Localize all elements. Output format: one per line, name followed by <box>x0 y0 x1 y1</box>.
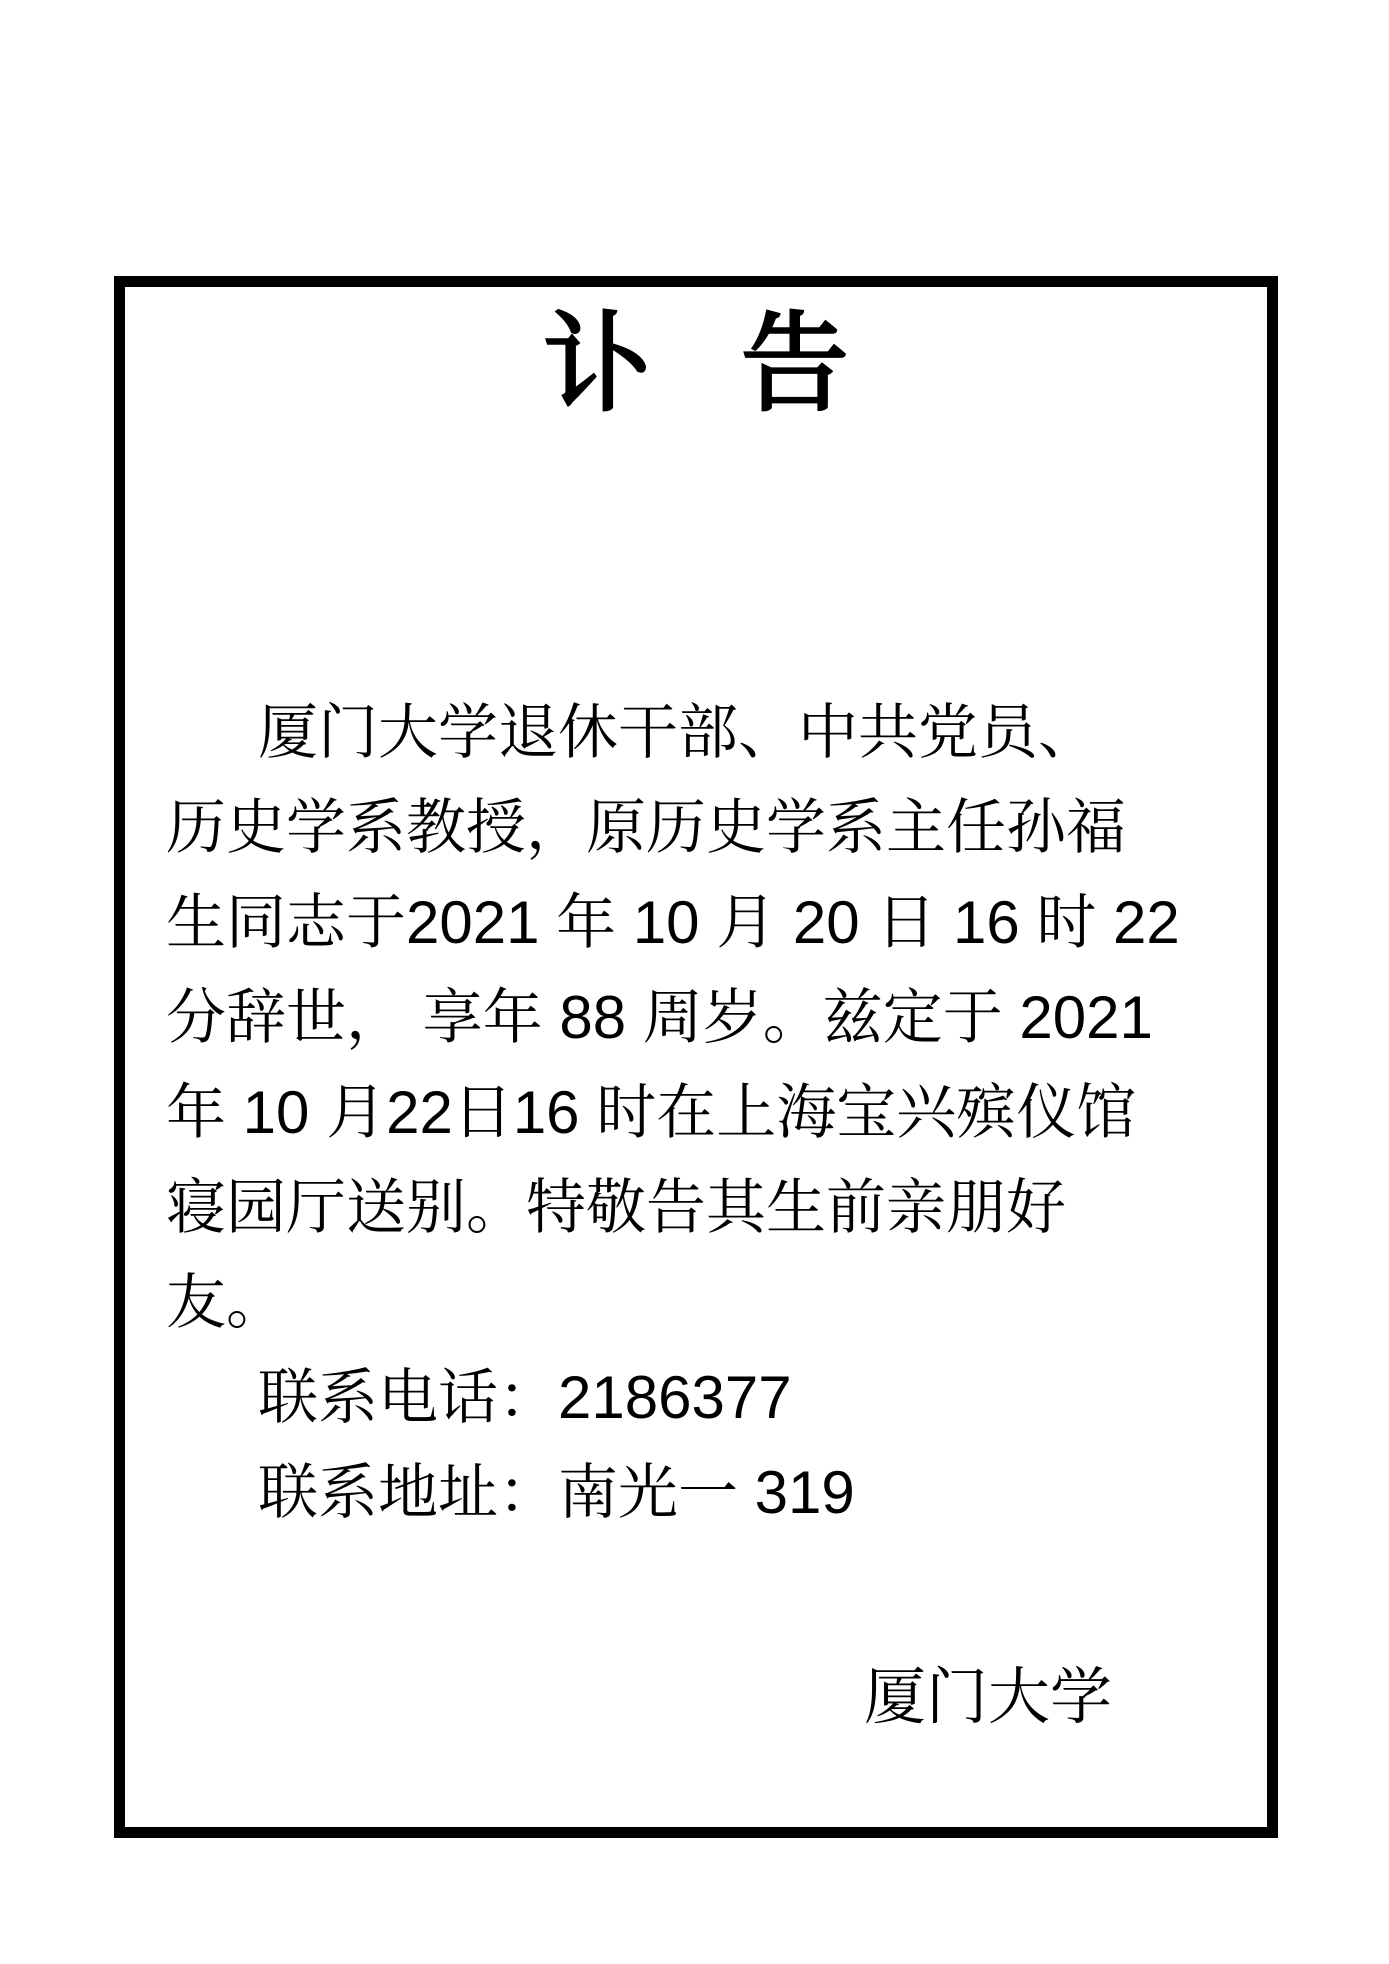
body-line-1: 厦门大学退休干部、中共党员、 <box>258 699 1098 766</box>
contact-address-line: 联系地址：南光一 319 <box>258 1459 855 1526</box>
body-line-6: 寝园厅送别。特敬告其生前亲朋好 <box>166 1174 1066 1241</box>
contact-phone-line: 联系电话：2186377 <box>258 1364 792 1431</box>
body-line-4: 分辞世， 享年 88 周岁。兹定于 2021 <box>166 984 1153 1051</box>
body-line-3: 生同志于2021 年 10 月 20 日 16 时 22 <box>166 889 1180 956</box>
notice-body-paragraph <box>166 685 1257 1540</box>
body-line-2: 历史学系教授，原历史学系主任孙福 <box>166 794 1126 861</box>
body-line-5: 年 10 月22日16 时在上海宝兴殡仪馆 <box>166 1079 1137 1146</box>
body-line-7: 友。 <box>166 1269 286 1336</box>
notice-title: 讣 告 <box>543 303 849 424</box>
notice-border-box <box>114 276 1278 1838</box>
signature: 厦门大学 <box>863 1663 1112 1732</box>
